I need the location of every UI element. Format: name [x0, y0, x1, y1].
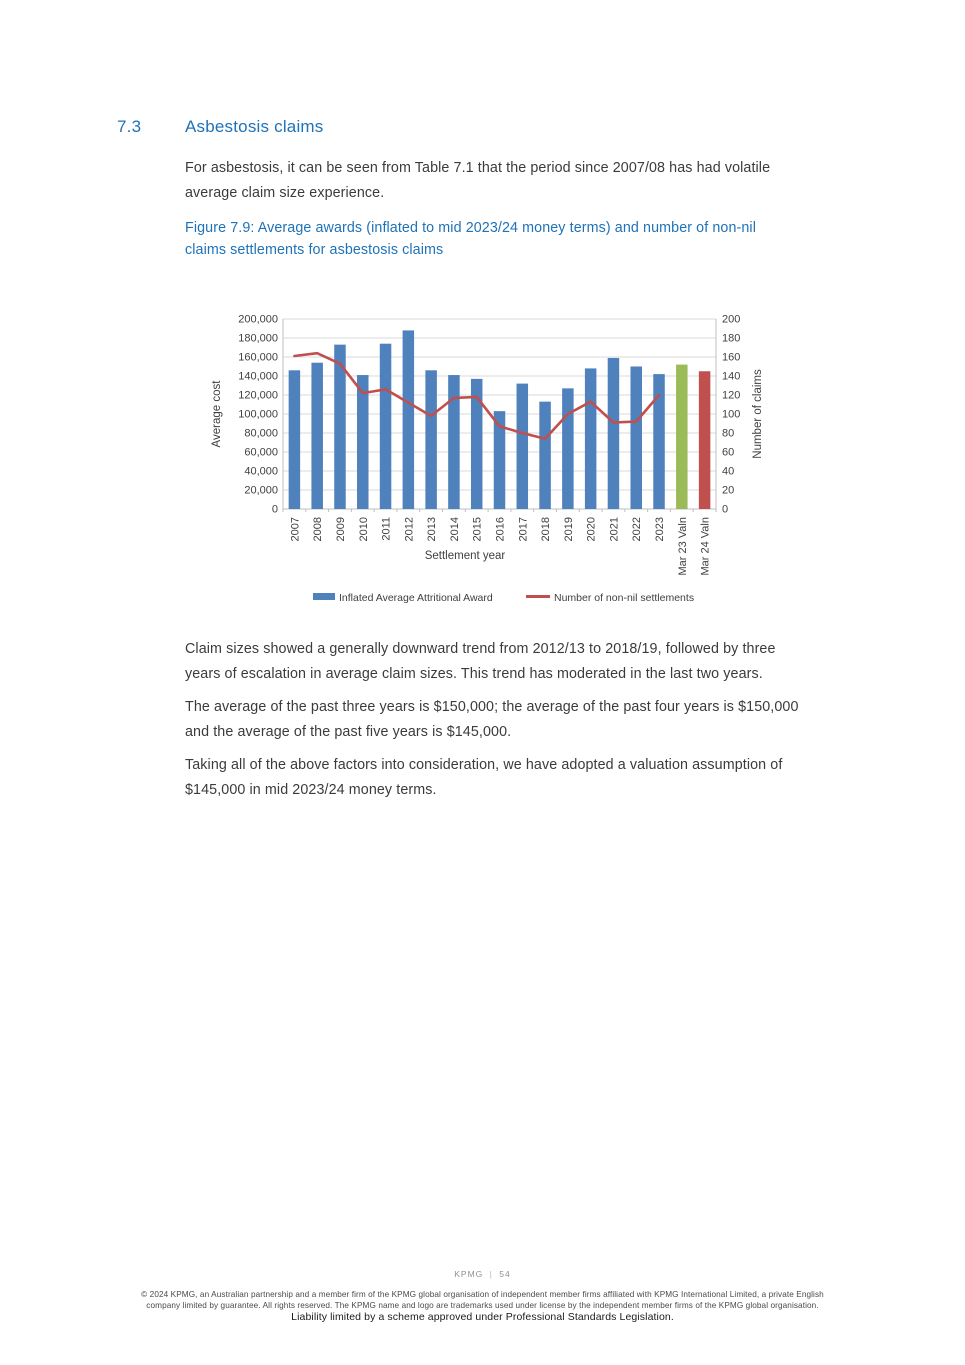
right-axis-tick-label: 100 — [722, 408, 741, 421]
paragraph-averages-line-1: The average of the past three years is $150,000; the average of the past four years is $150,000 — [185, 699, 799, 715]
figure-caption — [185, 217, 756, 261]
x-axis-label: 2011 — [380, 517, 393, 541]
bar-2020 — [585, 368, 597, 509]
paragraph-conclusion-line-1: Taking all of the above factors into consideration, we have adopted a valuation assumption of — [185, 757, 783, 773]
paragraph-trend-line-1: Claim sizes showed a generally downward trend from 2012/13 to 2018/19, followed by three — [185, 641, 776, 657]
right-axis-tick-label: 140 — [722, 370, 741, 383]
x-axis-label: 2010 — [357, 517, 370, 542]
bar-2022 — [630, 367, 642, 510]
right-axis-tick-label: 180 — [722, 332, 741, 345]
right-axis-tick-label: 160 — [722, 351, 741, 364]
bar-2008 — [311, 363, 323, 509]
footer-divider: | — [489, 1269, 493, 1279]
right-axis-tick-label: 120 — [722, 389, 741, 402]
bar-2010 — [357, 375, 369, 509]
bar-2017 — [517, 384, 529, 509]
right-axis-tick-label: 80 — [722, 427, 735, 440]
paragraph-conclusion-line-2: $145,000 in mid 2023/24 money terms. — [185, 782, 437, 798]
legend-bar-swatch — [313, 593, 335, 600]
x-axis-label: 2023 — [654, 517, 667, 542]
bar-2018 — [539, 402, 551, 509]
footer-page-marker — [0, 1269, 965, 1279]
paragraph-averages-line-2: and the average of the past five years is $145,000. — [185, 724, 512, 740]
right-axis-tick-label: 40 — [722, 465, 735, 478]
figure-chart-svg — [198, 300, 780, 614]
x-axis-label: 2015 — [471, 517, 484, 542]
figure-7-9-chart — [198, 300, 780, 614]
x-axis-label: 2016 — [494, 517, 507, 542]
paragraph-trend — [185, 637, 776, 687]
footer-liability-statement: Liability limited by a scheme approved under Professional Standards Legislation. — [291, 1311, 674, 1323]
right-axis-tick-label: 200 — [722, 313, 741, 326]
x-axis-label: 2007 — [289, 517, 302, 542]
bar-2021 — [608, 358, 620, 509]
left-axis-tick-label: 0 — [271, 503, 278, 516]
x-axis-label: 2014 — [448, 517, 461, 542]
footer-legal — [0, 1290, 965, 1311]
legend-line-label: Number of non-nil settlements — [554, 592, 695, 604]
left-axis-tick-label: 100,000 — [238, 408, 278, 421]
section-title: Asbestosis claims — [185, 117, 324, 136]
x-axis-label: 2018 — [540, 517, 553, 542]
paragraph-intro — [185, 156, 770, 206]
section-number: 7.3 — [117, 117, 142, 136]
paragraph-intro-line-2: average claim size experience. — [185, 185, 385, 201]
left-axis-tick-label: 160,000 — [238, 351, 278, 364]
figure-caption-line-2: claims settlements for asbestosis claims — [185, 242, 444, 258]
x-axis-label: Mar 23 Valn — [676, 517, 689, 576]
x-axis-label: 2013 — [426, 517, 439, 542]
x-axis-label: 2020 — [585, 517, 598, 542]
left-axis-tick-label: 20,000 — [244, 484, 278, 497]
x-axis-label: 2009 — [334, 517, 347, 542]
footer-legal-line-1: © 2024 KPMG, an Australian partnership and a member firm of the KPMG global organisation of independent member firms affiliated with KPMG International Limited, a private English — [141, 1290, 824, 1299]
paragraph-conclusion — [185, 753, 782, 803]
bar-2011 — [380, 344, 392, 509]
left-axis-tick-label: 80,000 — [244, 427, 278, 440]
left-axis-tick-label: 120,000 — [238, 389, 278, 402]
footer-legal-line-2: company limited by guarantee. All rights reserved. The KPMG name and logo are trademarks used under license by the independent member firms of the KPMG global organisation. — [146, 1300, 819, 1310]
figure-caption-line-1: Figure 7.9: Average awards (inflated to mid 2023/24 money terms) and number of non-nil — [185, 220, 756, 236]
bar-Mar 24 Valn — [699, 371, 711, 509]
left-axis-tick-label: 60,000 — [244, 446, 278, 459]
left-axis-title: Average cost — [211, 380, 223, 448]
x-axis-label: 2019 — [562, 517, 575, 542]
paragraph-averages — [185, 695, 799, 745]
legend-bar-label: Inflated Average Attritional Award — [339, 592, 493, 604]
x-axis-label: 2017 — [517, 517, 530, 542]
left-axis-tick-label: 200,000 — [238, 313, 278, 326]
right-axis-tick-label: 0 — [722, 503, 729, 516]
right-axis-tick-label: 60 — [722, 446, 735, 459]
bar-2007 — [289, 370, 301, 509]
right-axis-title: Number of claims — [752, 369, 764, 459]
x-axis-label: Mar 24 Valn — [699, 517, 712, 576]
x-axis-label: 2021 — [608, 517, 621, 542]
footer-page-number: 54 — [499, 1269, 511, 1279]
bar-Mar 23 Valn — [676, 365, 688, 509]
x-axis-label: 2012 — [403, 517, 416, 542]
bar-2013 — [425, 370, 437, 509]
paragraph-trend-line-2: years of escalation in average claim sizes. This trend has moderated in the last two years. — [185, 666, 763, 682]
right-axis-tick-label: 20 — [722, 484, 735, 497]
left-axis-tick-label: 180,000 — [238, 332, 278, 345]
bar-2012 — [403, 330, 415, 509]
bar-2019 — [562, 388, 574, 509]
paragraph-intro-line-1: For asbestosis, it can be seen from Table 7.1 that the period since 2007/08 has had volatile — [185, 160, 771, 176]
x-axis-label: 2008 — [312, 517, 325, 542]
x-axis-label: 2022 — [631, 517, 644, 542]
left-axis-tick-label: 40,000 — [244, 465, 278, 478]
left-axis-tick-label: 140,000 — [238, 370, 278, 383]
footer-brand: KPMG — [454, 1269, 484, 1279]
x-axis-title: Settlement year — [424, 550, 506, 562]
bar-2014 — [448, 375, 460, 509]
